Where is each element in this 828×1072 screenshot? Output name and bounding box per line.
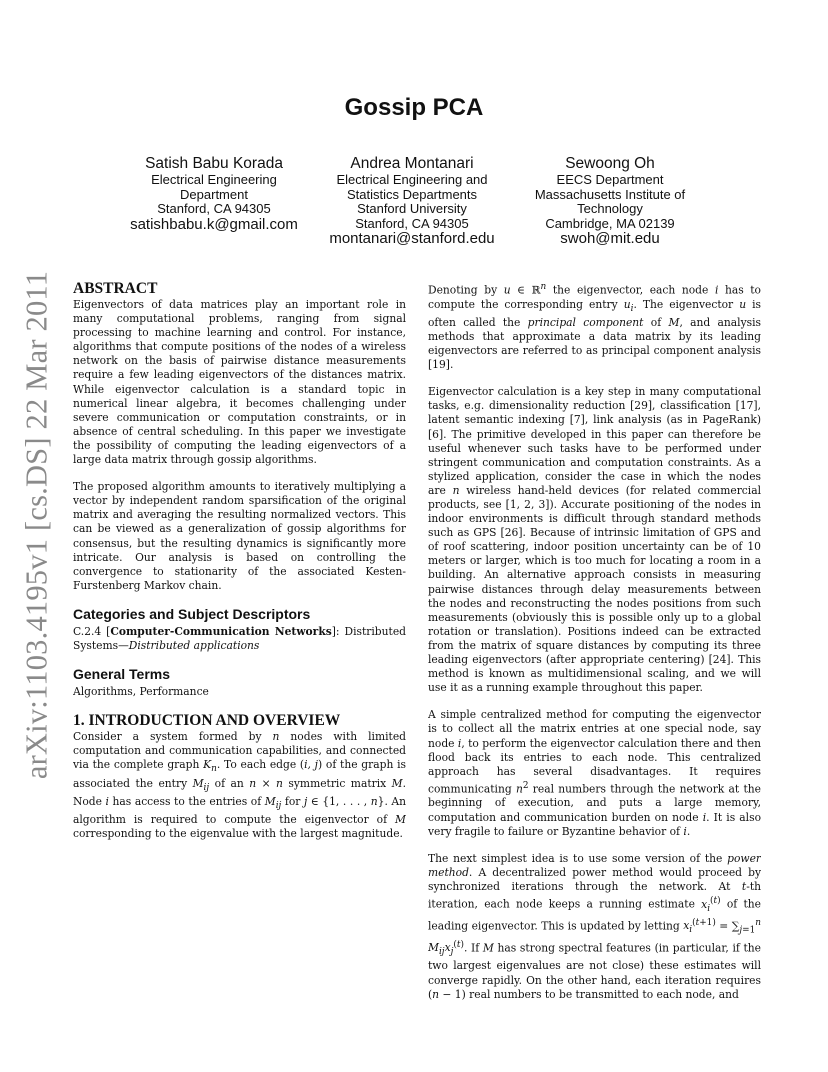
- author-affiliation: Stanford, CA 94305: [355, 215, 469, 231]
- general-terms-text: Algorithms, Performance: [73, 685, 209, 699]
- abstract-paragraph-1: Eigenvectors of data matrices play an important role in many computational problems, ranging from signal processing to machine learning and control. For instance, algorithms that compute positions of the nodes of a wireless network on the basis of pairwise distance measurements require a few leading eigenvectors of the distances matrix. While eigenvector calculation is a standard topic in numerical linear algebra, it becomes challenging under severe communication or computation constraints, or in absence of central scheduling. In this paper we investigate the possibility of computing the leading eigenvectors of a large data matrix through gossip algorithms.: [73, 298, 406, 467]
- author-affiliation: Stanford University: [357, 201, 467, 216]
- author-affiliation: Massachusetts Institute of: [534, 186, 686, 202]
- author-affiliation: Cambridge, MA 02139: [545, 215, 675, 231]
- body-paragraph-power-method: The next simplest idea is to use some version of the power method. A decentralized power method would proceed by synchronized iterations through the network. At t-th iteration, each node keeps a running estimate $x_i^{(t)}$ of the leading eigenvector. This is updated by letting $x_i^{(t+1)} = \sum_{j=1}^n$ $M_{ij}x_j^{(t)}$. If M has strong spectral features (in particular, if the two largest eigenvalues are not close) these estimates will converge rapidly. On the other hand, each iteration requires (n − 1) real numbers to be transmitted to each node, and: [428, 851, 761, 1001]
- author-affiliation: Electrical Engineering: [151, 172, 277, 187]
- paper-title: Gossip PCA: [344, 94, 484, 121]
- author-name: Sewoong Oh: [565, 155, 655, 172]
- arxiv-identifier-stamp: [14, 270, 60, 780]
- right-column: [428, 280, 761, 1010]
- arxiv-identifier-text: arXiv:1103.4195v1 [cs.DS] 22 Mar 2011: [19, 270, 54, 780]
- author-affiliation: EECS Department: [556, 172, 664, 187]
- abstract-paragraph-2: The proposed algorithm amounts to iteratively multiplying a vector by independent random sparsification of the original matrix and averaging the resulting normalized vectors. This can be viewed as a generalization of gossip algorithms for consensus, but the resulting dynamics is significantly more intricate. Our analysis is based on controlling the convergence to stationarity of the associated Kesten-Furstenberg Markov chain.: [73, 480, 406, 592]
- abstract-heading: ABSTRACT: [73, 280, 158, 297]
- body-paragraph-centralized: A simple centralized method for computing the eigenvector is to collect all the matrix entries at one special node, say node i, to perform the eigenvector calculation there and then flood back its entries to each node. This centralized approach has several disadvantages. It requires communicating $n^2$ real numbers through the network at the beginning of execution, and puts a large memory, computation and communication burden on node i. It is also very fragile to failure or Byzantine behavior of i.: [428, 708, 761, 838]
- body-paragraph-applications: Eigenvector calculation is a key step in many computational tasks, e.g. dimensionality reduction [29], classification [17], latent semantic indexing [7], link analysis (as in PageRank) [6]. The primitive developed in this paper can therefore be useful whenever such tasks have to be performed under stringent communication and computation constraints. As a stylized application, consider the case in which the nodes are n wireless hand-held devices (for related commercial products, see [1, 2, 3]). Accurate positioning of the nodes in indoor environments is difficult through standard methods such as GPS [26]. Because of intrinsic limitation of GPS and of roof scattering, indoor position uncertainty can be of 10 meters or larger, which is too much for locating a room in a building. An alternative approach consists in measuring pairwise distances through delay measurements between the nodes and reconstructing the nodes positions from such measurements (obviously this is possible only up to a global rotation or translation). Positions indeed can be extracted from the matrix of square distances by computing its three leading eigenvectors (after appropriate centering) [24]. This method is known as multidimensional scaling, and we will use it as a running example throughout this paper.: [428, 385, 761, 695]
- author-affiliation: Technology: [577, 201, 643, 216]
- body-paragraph-eigenvector: Denoting by u ∈ ℝ$^n$ the eigenvector, each node i has to compute the corresponding entry $u_i$. The eigenvector u is often called the principal component of M, and analysis methods that approximate a data matrix by its leading eigenvectors are referred to as principal component analysis [19].: [428, 282, 761, 372]
- introduction-heading: 1. INTRODUCTION AND OVERVIEW: [73, 712, 341, 730]
- author-email: swoh@mit.edu: [560, 230, 660, 247]
- author-name: Andrea Montanari: [350, 155, 474, 172]
- author-affiliation: Statistics Departments: [346, 186, 478, 202]
- categories-heading: Categories and Subject Descriptors: [73, 605, 311, 622]
- author-block-1: [100, 155, 328, 233]
- author-email: montanari@stanford.edu: [329, 230, 495, 247]
- author-block-2: [300, 155, 524, 247]
- general-terms-heading: General Terms: [73, 666, 171, 683]
- author-affiliation: Stanford, CA 94305: [157, 201, 271, 216]
- author-affiliation: Electrical Engineering and: [336, 172, 488, 187]
- author-block-3: [500, 155, 720, 247]
- categories-text: C.2.4 [Computer-Communication Networks]: Distributed Systems—Distributed applications: [73, 624, 406, 652]
- left-column: [73, 280, 406, 1010]
- introduction-paragraph-1: Consider a system formed by n nodes with limited computation and communication capabilities, and connected via the complete graph $K_n$. To each edge (i, j) of the graph is associated the entry $M_{ij}$ of an n × n symmetric matrix M. Node i has access to the entries of $M_{ij}$ for j ∈ {1, . . . , n}. An algorithm is required to compute the eigenvector of M corresponding to the eigenvalue with the largest magnitude.: [73, 730, 406, 841]
- author-affiliation: Department: [180, 186, 248, 202]
- author-name: Satish Babu Korada: [145, 155, 283, 172]
- author-email: satishbabu.k@gmail.com: [130, 215, 298, 233]
